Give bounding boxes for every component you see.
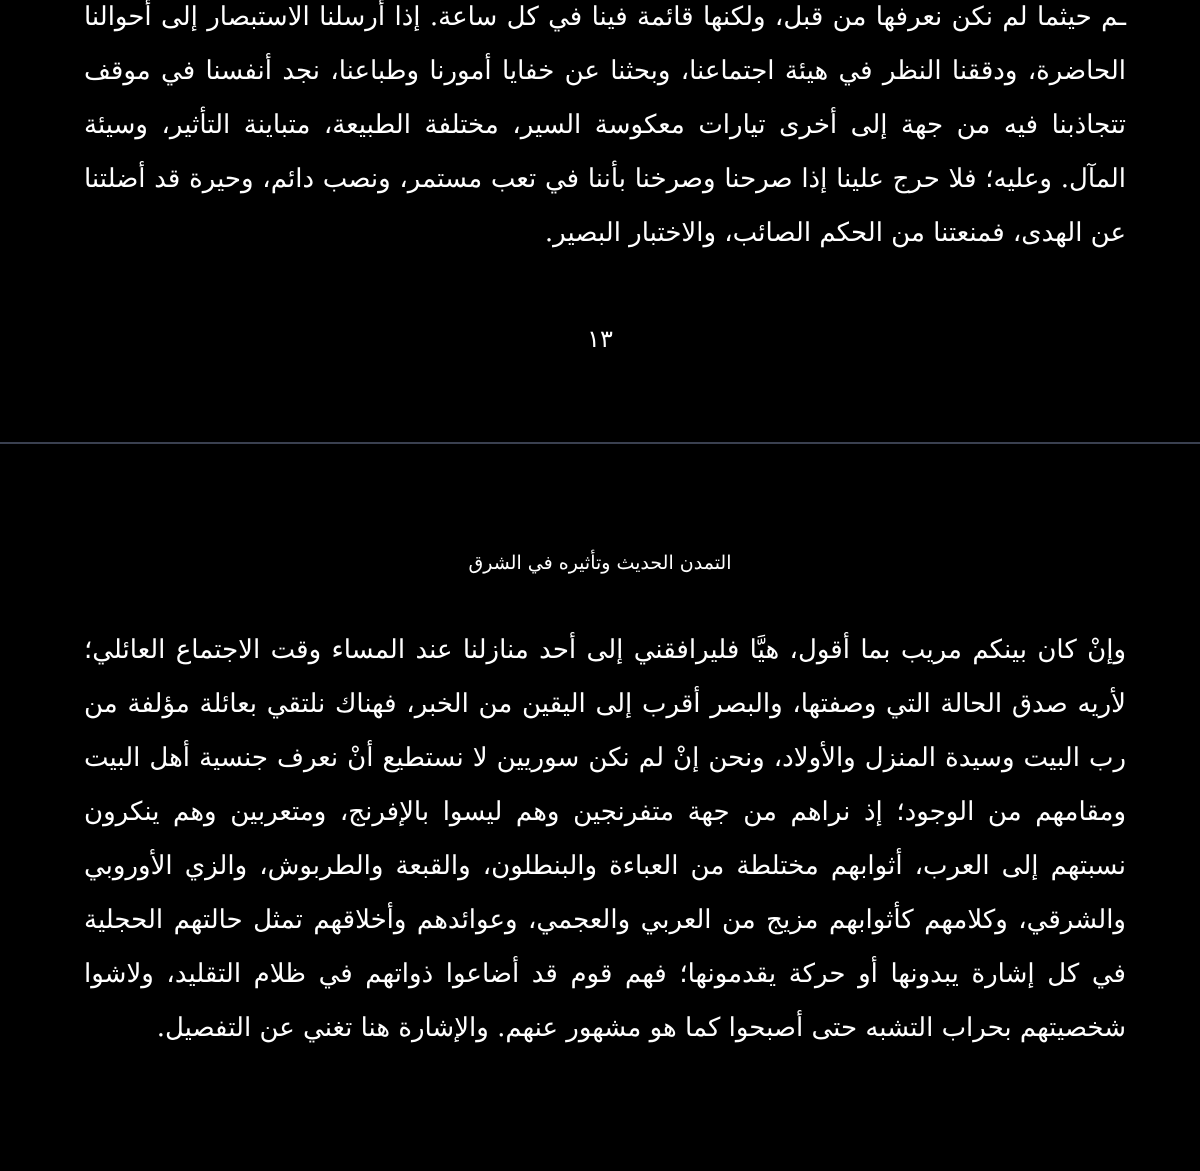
- page-14-paragraph: وإنْ كان بينكم مريب بما أقول، هيَّا فليرافقني إلى أحد منازلنا عند المساء وقت الاجتماع العائلي؛ لأريه صدق الحالة التي وصفتها، والبصر أقرب إلى اليقين من الخبر، فهناك نلتقي بعائلة مؤلفة من رب البيت وسيدة المنزل والأولاد، ونحن إنْ لم نكن سوريين لا نستطيع أنْ نعرف جنسية أهل البيت ومقامهم من الوجود؛ إذ نراهم من جهة متفرنجين وهم ليسوا بالإفرنج، ومتعربين وهم ينكرون نسبتهم إلى العرب، أثوابهم مختلطة من العباءة والبنطلون، والقبعة والطربوش، والزي الأوروبي والشرقي، وكلامهم كأثوابهم مزيج من العربي والعجمي، وعوائدهم وأخلاقهم تمثل حالتهم الحجلية في كل إشارة يبدونها أو حركة يقدمونها؛ فهم قوم قد أضاعوا ذواتهم في ظلام التقليد، ولاشوا شخصيتهم بحراب التشبه حتى أصبحوا كما هو مشهور عنهم. والإشارة هنا تغني عن التفصيل.: [84, 635, 1126, 1043]
- page-number: ١٣: [587, 325, 613, 353]
- reader-page-top: [0, 0, 1200, 442]
- reader-page-bottom: [0, 444, 1200, 1171]
- page-13-paragraph: ـم حيثما لم نكن نعرفها من قبل، ولكنها قائمة فينا في كل ساعة. إذا أرسلنا الاستبصار إلى أحوالنا الحاضرة، ودققنا النظر في هيئة اجتماعنا، وبحثنا عن خفايا أمورنا وطباعنا، نجد أنفسنا في موقف تتجاذبنا فيه من جهة إلى أخرى تيارات معكوسة السير، مختلفة الطبيعة، متباينة التأثير، وسيئة المآل. وعليه؛ فلا حرج علينا إذا صرحنا وصرخنا بأننا في تعب مستمر، ونصب دائم، وحيرة قد أضلتنا عن الهدى، فمنعتنا من الحكم الصائب، والاختبار البصير.: [84, 2, 1126, 248]
- running-header: التمدن الحديث وتأثيره في الشرق: [468, 552, 732, 574]
